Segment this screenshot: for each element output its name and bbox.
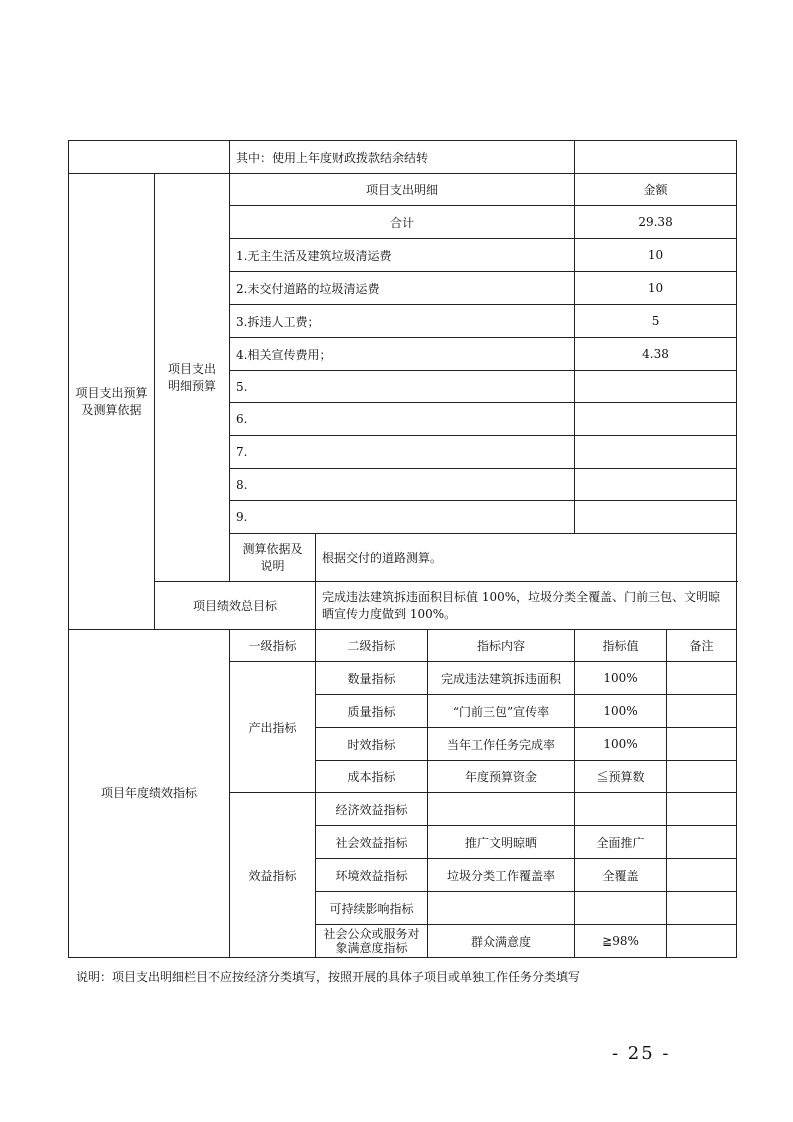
indicator-remark xyxy=(667,728,737,761)
header-remark: 备注 xyxy=(667,630,737,662)
indicator-level2: 社会公众或服务对象满意度指标 xyxy=(316,925,428,958)
total-value: 29.38 xyxy=(575,206,737,239)
indicator-level2: 成本指标 xyxy=(316,761,428,793)
indicator-value xyxy=(575,892,667,925)
budget-item-name: 8. xyxy=(230,469,575,501)
indicator-value: ≦预算数 xyxy=(575,761,667,793)
budget-header-row xyxy=(69,174,737,206)
annual-indicators-label: 项目年度绩效指标 xyxy=(69,630,230,958)
detail-budget-label: 项目支出明细预算 xyxy=(155,174,230,582)
indicator-level2: 质量指标 xyxy=(316,695,428,728)
budget-item-amount xyxy=(575,371,737,403)
budget-performance-table xyxy=(68,140,737,958)
page-number: - 25 - xyxy=(612,1043,671,1064)
indicator-remark xyxy=(667,662,737,695)
indicator-value: 100% xyxy=(575,695,667,728)
indicator-remark xyxy=(667,925,737,958)
header-content: 指标内容 xyxy=(428,630,575,662)
budget-item-name: 9. xyxy=(230,501,575,534)
total-label: 合计 xyxy=(230,206,575,239)
footnote: 说明：项目支出明细栏目不应按经济分类填写，按照开展的具体子项目或单独工作任务分类填写 xyxy=(76,970,581,984)
budget-item-amount xyxy=(575,469,737,501)
budget-item-amount xyxy=(575,403,737,436)
budget-item-amount: 5 xyxy=(575,305,737,338)
indicator-level2: 社会效益指标 xyxy=(316,826,428,859)
output-indicator-label: 产出指标 xyxy=(230,662,316,793)
indicator-level2: 可持续影响指标 xyxy=(316,892,428,925)
basis-label: 测算依据及说明 xyxy=(230,534,316,582)
budget-section-label: 项目支出预算及测算依据 xyxy=(69,174,155,630)
budget-item-amount xyxy=(575,436,737,469)
benefit-indicator-label: 效益指标 xyxy=(230,793,316,958)
indicator-level2: 环境效益指标 xyxy=(316,859,428,892)
indicator-remark xyxy=(667,793,737,826)
indicator-value: 全覆盖 xyxy=(575,859,667,892)
indicator-content: 完成违法建筑拆违面积 xyxy=(428,662,575,695)
budget-item-amount: 10 xyxy=(575,239,737,272)
carryover-label: 其中：使用上年度财政拨款结余结转 xyxy=(230,141,575,174)
indicator-remark xyxy=(667,695,737,728)
overall-goal-text: 完成违法建筑拆违面积目标值 100%，垃圾分类全覆盖、门前三包、文明晾晒宣传力度做到 100%。 xyxy=(322,589,721,621)
indicator-content xyxy=(428,892,575,925)
overall-goal-label: 项目绩效总目标 xyxy=(155,582,316,630)
budget-item-name: 4.相关宣传费用； xyxy=(230,338,575,371)
indicator-content: 推广文明晾晒 xyxy=(428,826,575,859)
indicator-remark xyxy=(667,826,737,859)
col-detail-header: 项目支出明细 xyxy=(230,174,575,206)
indicator-content: 群众满意度 xyxy=(428,925,575,958)
indicator-content: 年度预算资金 xyxy=(428,761,575,793)
indicator-content: “门前三包”宣传率 xyxy=(428,695,575,728)
indicator-content xyxy=(428,793,575,826)
carryover-value xyxy=(575,141,737,174)
budget-item-amount xyxy=(575,501,737,534)
budget-item-amount: 4.38 xyxy=(575,338,737,371)
budget-item-name: 3.拆违人工费； xyxy=(230,305,575,338)
indicator-value: 100% xyxy=(575,662,667,695)
budget-item-name: 7. xyxy=(230,436,575,469)
indicator-remark xyxy=(667,892,737,925)
header-value: 指标值 xyxy=(575,630,667,662)
indicator-value: ≧98% xyxy=(575,925,667,958)
indicator-value xyxy=(575,793,667,826)
indicator-level2: 时效指标 xyxy=(316,728,428,761)
header-level2: 二级指标 xyxy=(316,630,428,662)
budget-item-amount: 10 xyxy=(575,272,737,305)
budget-item-name: 5. xyxy=(230,371,575,403)
indicator-content: 垃圾分类工作覆盖率 xyxy=(428,859,575,892)
indicator-remark xyxy=(667,859,737,892)
indicator-content: 当年工作任务完成率 xyxy=(428,728,575,761)
overall-goal-row xyxy=(69,582,737,630)
indicator-remark xyxy=(667,761,737,793)
budget-item-name: 1.无主生活及建筑垃圾清运费 xyxy=(230,239,575,272)
indicator-level2: 数量指标 xyxy=(316,662,428,695)
empty-cell xyxy=(69,141,230,174)
indicator-header-row xyxy=(69,630,737,662)
indicator-value: 100% xyxy=(575,728,667,761)
header-level1: 一级指标 xyxy=(230,630,316,662)
indicator-level2: 经济效益指标 xyxy=(316,793,428,826)
indicator-value: 全面推广 xyxy=(575,826,667,859)
carryover-row xyxy=(69,141,737,174)
budget-item-name: 6. xyxy=(230,403,575,436)
col-amount-header: 金额 xyxy=(575,174,737,206)
basis-text: 根据交付的道路测算。 xyxy=(316,534,737,582)
budget-item-name: 2.未交付道路的垃圾清运费 xyxy=(230,272,575,305)
overall-goal-cell xyxy=(316,582,737,630)
